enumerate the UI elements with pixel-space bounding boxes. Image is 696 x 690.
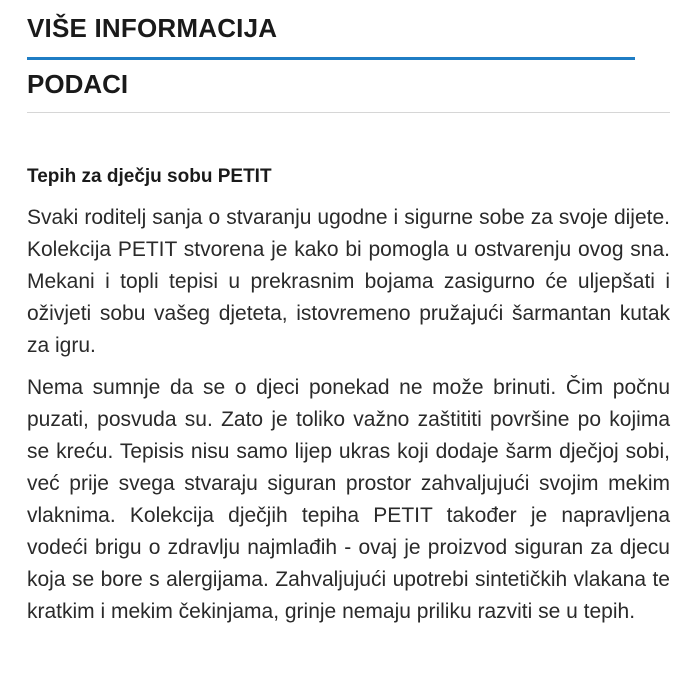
tab-podaci[interactable]: PODACI [27,69,129,99]
description-paragraph-1: Svaki roditelj sanja o stvaranju ugodne i sigurne sobe za svoje dijete. Kolekcija PETIT stvorena je kako bi pomogla u ostvarenju ovog sna. Mekani i topli tepisi u prekrasnim bojama zasigurno će uljepšati i oživjeti sobu vašeg djeteta, istovremeno pružajući šarmantan kutak za igru. [27,206,670,357]
section-divider [27,112,670,113]
title-accent-underline [27,57,635,60]
product-description-heading: Tepih za dječju sobu PETIT [27,166,272,187]
description-paragraph-2: Nema sumnje da se o djeci ponekad ne može brinuti. Čim počnu puzati, posvuda su. Zato je toliko važno zaštititi površine po kojima se kreću. Tepisis nisu samo lijep ukras koji dodaje šarm dječjoj sobi, već prije svega stvaraju siguran prostor zahvaljujući svojim mekim vlaknima. Kolekcija dječjih tepiha PETIT također je napravljena vodeći brigu o zdravlju najmlađih - ovaj je proizvod siguran za djecu koja se bore s alergijama. Zahvaljujući upotrebi sintetičkih vlakana te kratkim i mekim čekinjama, grinje nemaju priliku razviti se u tepih. [27,376,670,623]
more-info-title: VIŠE INFORMACIJA [27,13,278,43]
